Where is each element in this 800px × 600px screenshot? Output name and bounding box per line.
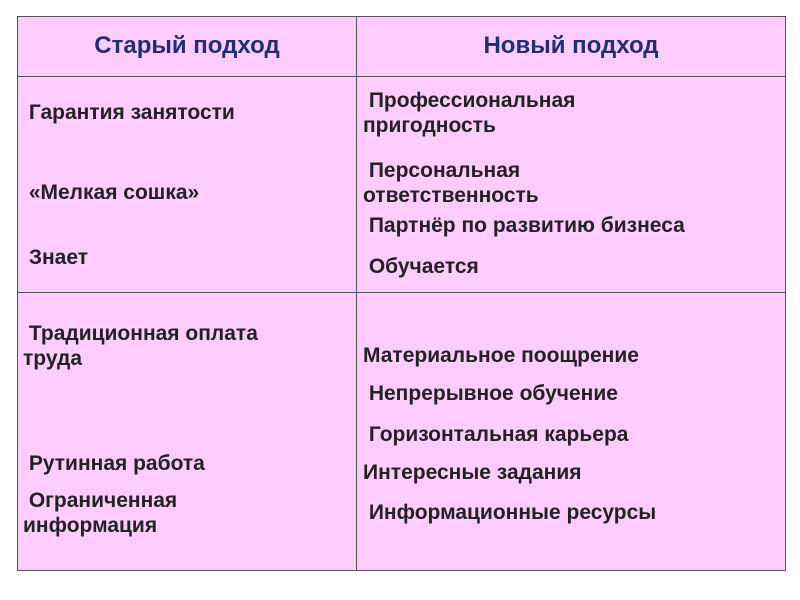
new-item-professional-fitness: Профессиональная пригодность: [363, 89, 576, 137]
new-item-continuous-learning: Непрерывное обучение: [363, 382, 618, 405]
row-divider: [18, 292, 785, 293]
old-item-small-fry: «Мелкая сошка»: [23, 181, 200, 204]
old-item-traditional-pay: Традиционная оплата труда: [23, 322, 258, 370]
header-new-approach: Новый подход: [483, 32, 659, 59]
new-item-business-partner: Партнёр по развитию бизнеса: [363, 214, 685, 237]
new-item-information-resources: Информационные ресурсы: [363, 501, 657, 524]
new-item-horizontal-career: Горизонтальная карьера: [363, 423, 629, 446]
header-old-approach: Старый подход: [94, 32, 280, 59]
comparison-table: [17, 16, 786, 571]
column-divider: [356, 17, 357, 570]
new-item-personal-responsibility: Персональная ответственность: [363, 159, 539, 207]
old-item-job-guarantee: Гарантия занятости: [23, 101, 235, 124]
new-item-learns: Обучается: [363, 255, 479, 278]
old-item-knows: Знает: [23, 246, 89, 269]
old-item-limited-information: Ограниченная информация: [23, 489, 178, 537]
new-item-interesting-tasks: Интересные задания: [363, 461, 582, 484]
header-divider: [18, 76, 785, 77]
new-item-material-incentive: Материальное поощрение: [363, 344, 639, 367]
old-item-routine-work: Рутинная работа: [23, 452, 205, 475]
